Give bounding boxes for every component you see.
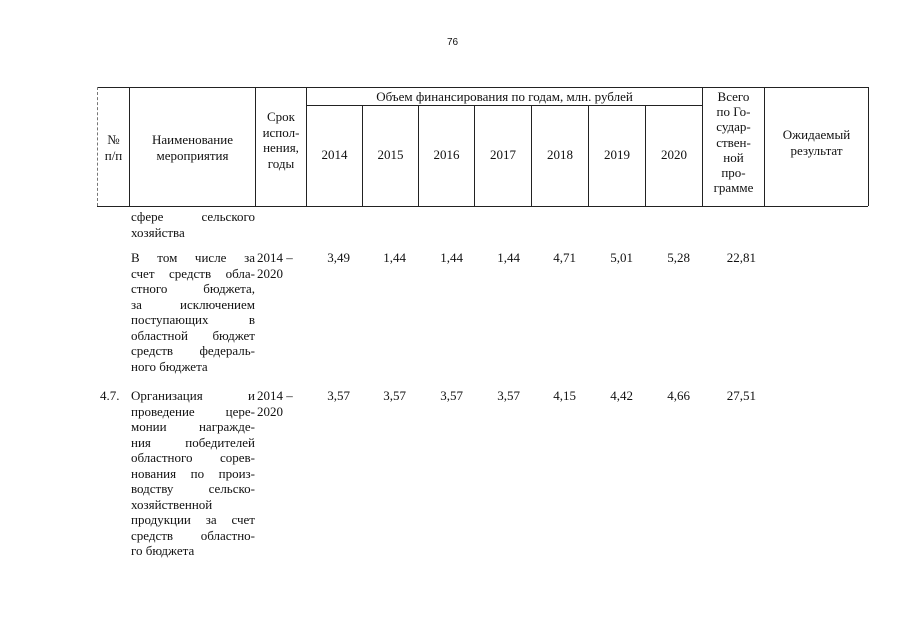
row-value: 1,44 [497, 250, 520, 265]
header-result: Ожидаемый результат [782, 127, 851, 158]
row-value: 4,15 [553, 388, 576, 403]
header-year: 2019 [604, 147, 630, 162]
header-name: Наименование мероприятия [152, 132, 233, 163]
header-total: Всего по Го- судар- ствен- ной про- грамме [713, 89, 754, 196]
row-value: 5,01 [610, 250, 633, 265]
header-year: 2017 [490, 147, 516, 162]
table-top-border [97, 87, 868, 88]
row-name: Организация и проведение цере- монии награжде- ния победителей областного сорев- нования по произ- водству сельско- хозяйственной продукции за счет средств областно- го бюджета [131, 388, 255, 558]
row-value: 4,42 [610, 388, 633, 403]
row-value: 4,66 [667, 388, 690, 403]
header-year: 2015 [377, 147, 404, 162]
row-value: 3,57 [383, 388, 406, 403]
row-value: 1,44 [440, 250, 463, 265]
row-value: 3,57 [327, 388, 350, 403]
header-year: 2016 [433, 147, 460, 162]
header-funding-title: Объем финансирования по годам, млн. рублей [376, 89, 633, 104]
row-value: 3,57 [497, 388, 520, 403]
row-name: В том числе за счет средств обла- стного бюджета, за исключением поступающих в областной бюджет средств федераль- ного бюджета [131, 250, 255, 374]
header-num: № п/п [104, 132, 123, 163]
right-border [868, 87, 869, 206]
row-value: 3,57 [440, 388, 463, 403]
row-value: 3,49 [327, 250, 350, 265]
row-term: 2014 – 2020 [257, 250, 293, 281]
header-year: 2018 [547, 147, 573, 162]
row-value: 5,28 [667, 250, 690, 265]
header-bottom-border [97, 206, 868, 207]
header-term: Срок испол- нения, годы [262, 109, 300, 171]
row-term: 2014 – 2020 [257, 388, 293, 419]
header-year: 2014 [321, 147, 348, 162]
row-total: 22,81 [726, 250, 756, 265]
header-year: 2020 [661, 147, 687, 162]
row-name: сфере сельского хозяйства [131, 209, 255, 240]
row-value: 4,71 [553, 250, 576, 265]
row-num: 4.7. [100, 388, 120, 403]
page-number: 76 [446, 37, 459, 48]
funding-header-divider [306, 105, 702, 106]
row-total: 27,51 [726, 388, 756, 403]
row-value: 1,44 [383, 250, 406, 265]
